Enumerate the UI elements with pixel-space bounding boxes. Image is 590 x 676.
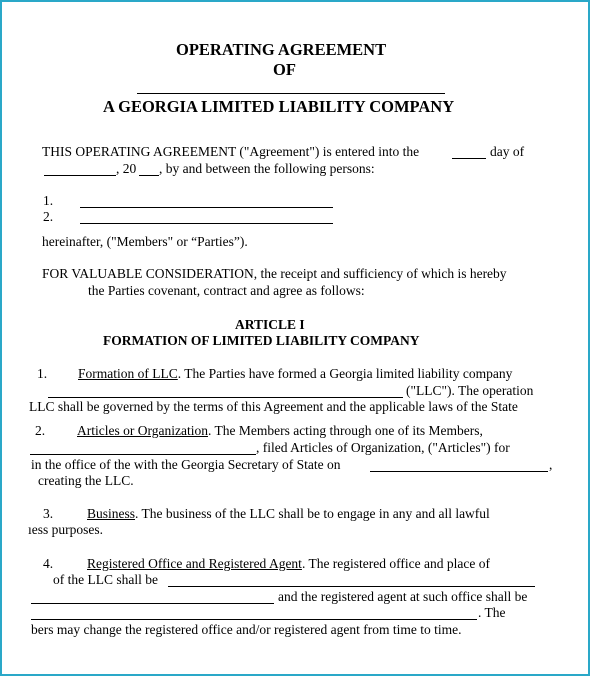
section-2-line-a: . The Members acting through one of its Members, — [207, 423, 483, 438]
section-4-line-b: of the LLC shall be — [53, 572, 158, 587]
consideration-line-2: the Parties covenant, contract and agree as follows: — [88, 283, 365, 298]
section-2-heading: Articles or Organization — [77, 423, 208, 438]
section-4-line-a: . The registered office and place of — [301, 556, 490, 571]
section-1-line-b: ("LLC"). The operation — [406, 383, 534, 398]
section-4-line-d: . The — [478, 605, 506, 620]
section-1-heading: Formation of LLC — [78, 366, 178, 381]
section-2-line-c-end: , — [549, 457, 553, 472]
article-title: FORMATION OF LIMITED LIABILITY COMPANY — [103, 333, 420, 348]
title-line-3: A GEORGIA LIMITED LIABILITY COMPANY — [103, 97, 455, 116]
consideration-line-1: FOR VALUABLE CONSIDERATION, the receipt and sufficiency of which is hereby — [42, 266, 507, 281]
section-1-text — [78, 366, 512, 382]
section-2-line-c: in the office of the with the Georgia Secretary of State on — [31, 457, 341, 472]
section-1-number: 1. — [37, 366, 48, 381]
agent-name-blank — [31, 619, 477, 620]
member-name-blank — [30, 454, 256, 455]
section-2-text — [77, 423, 483, 439]
section-4-line-c: and the registered agent at such office shall be — [278, 589, 528, 604]
section-4-number: 4. — [43, 556, 54, 571]
section-3-line-b: ıess purposes. — [28, 522, 103, 537]
month-blank — [44, 175, 116, 176]
office-address-blank-2 — [31, 603, 274, 604]
section-3-number: 3. — [43, 506, 54, 521]
llc-name-blank — [48, 397, 403, 398]
office-address-blank-1 — [168, 586, 535, 587]
section-4-line-e: bers may change the registered office and/or registered agent from time to time. — [31, 622, 462, 637]
section-2-line-d: creating the LLC. — [38, 473, 134, 488]
section-2-number: 2. — [35, 423, 46, 438]
year-blank — [139, 175, 159, 176]
intro-text-d: , by and between the following persons: — [159, 161, 375, 176]
title-line-2: OF — [273, 60, 296, 79]
intro-text-c: , 20 — [116, 161, 137, 176]
section-4-text — [87, 556, 490, 572]
section-4-heading: Registered Office and Registered Agent — [87, 556, 302, 571]
section-3-line-a: . The business of the LLC shall be to engage in any and all lawful — [135, 506, 490, 521]
person-number-2: 2. — [43, 209, 54, 224]
intro-text-b: day of — [490, 144, 525, 159]
intro-text-a: THIS OPERATING AGREEMENT ("Agreement") is entered into the — [42, 144, 420, 159]
person-number-1: 1. — [43, 193, 54, 208]
day-blank — [452, 158, 486, 159]
article-number: ARTICLE I — [235, 317, 305, 332]
section-3-text — [87, 506, 490, 522]
section-1-line-a: . The Parties have formed a Georgia limited liability company — [177, 366, 513, 381]
section-3-heading: Business — [87, 506, 136, 521]
person-2-blank — [80, 223, 333, 224]
company-name-blank — [137, 93, 445, 94]
hereinafter-text: hereinafter, ("Members" or “Parties”). — [42, 234, 248, 249]
section-2-line-b: , filed Articles of Organization, ("Articles") for — [256, 440, 510, 455]
section-1-line-c: LLC shall be governed by the terms of this Agreement and the applicable laws of the State — [29, 399, 518, 414]
title-line-1: OPERATING AGREEMENT — [176, 40, 387, 59]
filing-date-blank — [370, 471, 548, 472]
person-1-blank — [80, 207, 333, 208]
